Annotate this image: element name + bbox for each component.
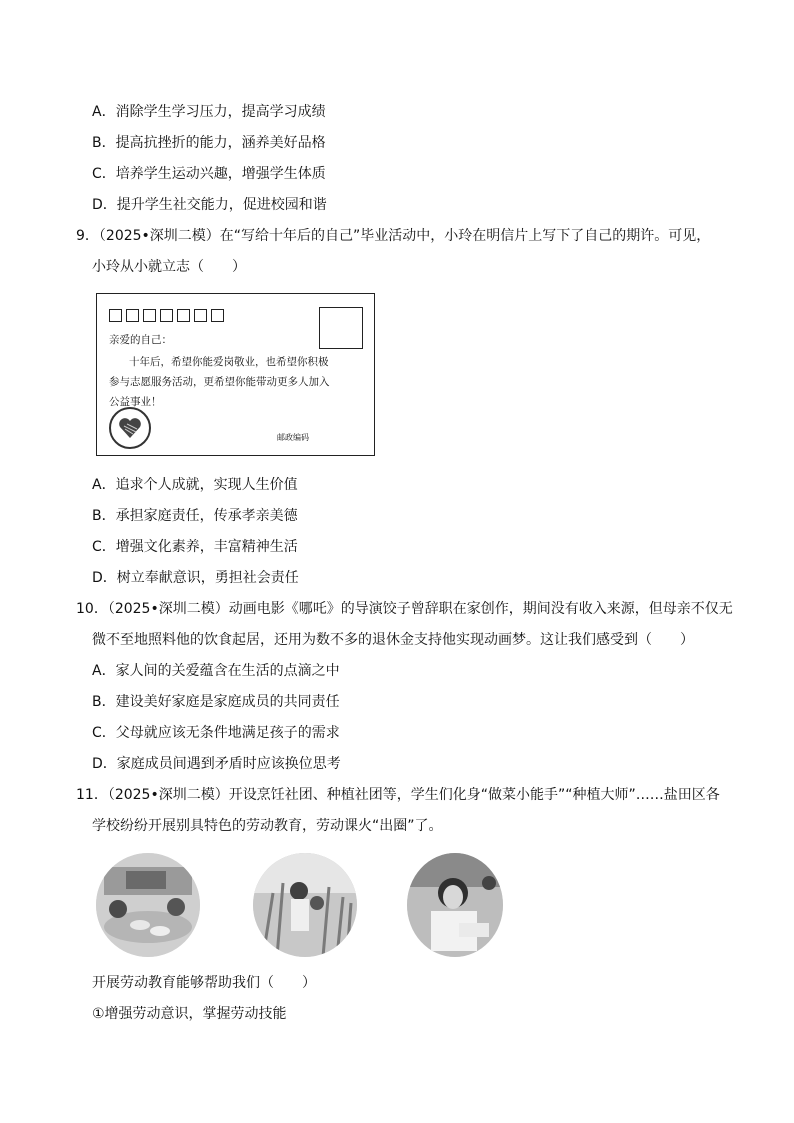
q8-option-d: D．提升学生社交能力，促进校园和谐	[92, 197, 327, 213]
q10-option-d: D．家庭成员间遇到矛盾时应该换位思考	[92, 756, 341, 772]
q10-option-c: C．父母就应该无条件地满足孩子的需求	[92, 725, 340, 741]
postcard-figure	[96, 293, 375, 456]
q11-stem-line2: 学校纷纷开展别具特色的劳动教育，劳动课火“出圈”了。	[92, 818, 443, 834]
q9-stem-line2: 小玲从小就立志（ ）	[92, 259, 246, 275]
postcode-box	[211, 309, 224, 322]
q11-prompt: 开展劳动教育能够帮助我们（ ）	[92, 975, 316, 991]
postcard-body-line2: 参与志愿服务活动，更希望你能带动更多人加入	[109, 376, 330, 388]
postcode-box	[143, 309, 156, 322]
q8-option-b: B．提高抗挫折的能力，涵养美好品格	[92, 135, 326, 151]
postcode-box	[194, 309, 207, 322]
q9-stem-line1: 9．（2025•深圳二模）在“写给十年后的自己”毕业活动中，小玲在明信片上写下了自己的期许。可见，	[76, 228, 711, 244]
postcard-body-line1: 十年后，希望你能爱岗敬业，也希望你积极	[129, 356, 329, 368]
stamp-box	[319, 307, 363, 349]
q10-stem-line2: 微不至地照料他的饮食起居，还用为数不多的退休金支持他实现动画梦。这让我们感受到（ ）	[92, 632, 694, 648]
planting-class-photo	[253, 853, 357, 957]
q8-option-c: C．培养学生运动兴趣，增强学生体质	[92, 166, 326, 182]
q10-option-b: B．建设美好家庭是家庭成员的共同责任	[92, 694, 340, 710]
q9-option-a: A．追求个人成就，实现人生价值	[92, 477, 298, 493]
postcode-label: 邮政编码	[277, 433, 309, 442]
q10-option-a: A．家人间的关爱蕴含在生活的点滴之中	[92, 663, 340, 679]
crafting-class-photo	[407, 853, 503, 957]
q9-option-b: B．承担家庭责任，传承孝亲美德	[92, 508, 298, 524]
q11-item-1: ①增强劳动意识，掌握劳动技能	[92, 1006, 287, 1022]
postcard-salutation: 亲爱的自己：	[109, 334, 172, 346]
q11-stem-line1: 11．（2025•深圳二模）开设烹饪社团、种植社团等，学生们化身“做菜小能手”“种植大师”……盐田区各	[76, 787, 720, 803]
q9-option-c: C．增强文化素养，丰富精神生活	[92, 539, 298, 555]
q9-option-d: D．树立奉献意识，勇担社会责任	[92, 570, 299, 586]
postcode-box	[177, 309, 190, 322]
q8-option-a: A．消除学生学习压力，提高学习成绩	[92, 104, 326, 120]
q10-stem-line1: 10．（2025•深圳二模）动画电影《哪吒》的导演饺子曾辞职在家创作，期间没有收入来源，但母亲不仅无	[76, 601, 733, 617]
postcode-box	[126, 309, 139, 322]
heart-seal-icon	[109, 407, 151, 449]
cooking-class-photo	[96, 853, 200, 957]
postcode-box	[109, 309, 122, 322]
postcard-body-line3: 公益事业！	[109, 396, 162, 408]
postcode-box	[160, 309, 173, 322]
